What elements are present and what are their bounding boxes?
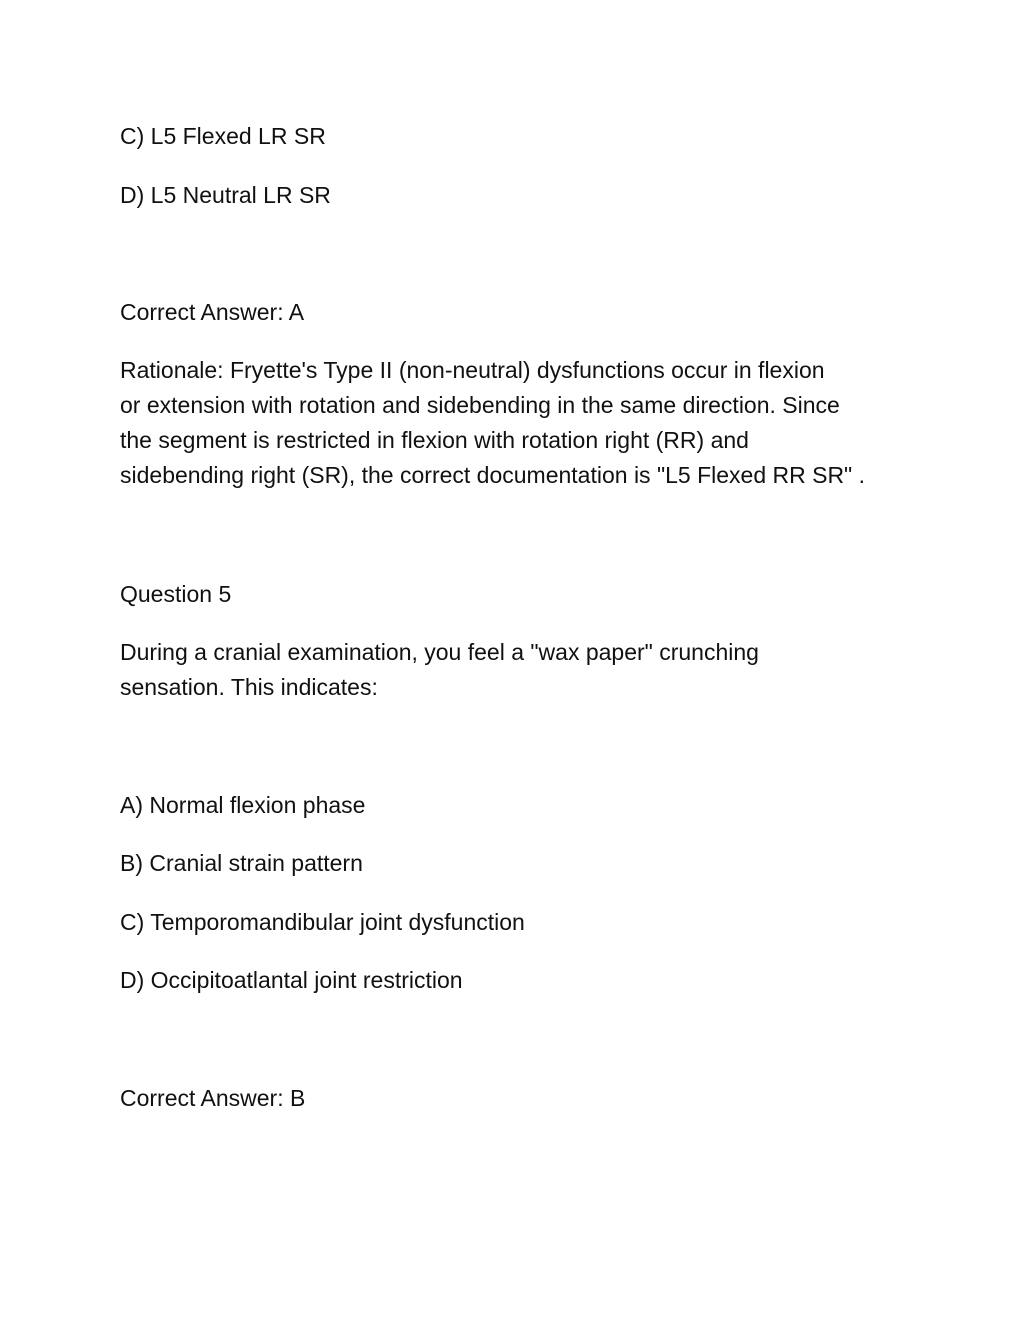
question-prompt-line: sensation. This indicates: [120,674,378,700]
rationale-line: Rationale: Fryette's Type II (non-neutral) dysfunctions occur in flexion [120,357,825,383]
option-c: C) Temporomandibular joint dysfunction [120,909,525,935]
correct-answer: Correct Answer: B [120,1085,306,1111]
rationale-paragraph [120,353,910,493]
option-b: B) Cranial strain pattern [120,850,363,876]
option-d-prev: D) L5 Neutral LR SR [120,182,331,208]
rationale-line: or extension with rotation and sidebending in the same direction. Since [120,392,840,418]
rationale-line: the segment is restricted in flexion with rotation right (RR) and [120,427,749,453]
rationale-line: sidebending right (SR), the correct documentation is "L5 Flexed RR SR" . [120,462,866,488]
question-prompt [120,635,910,705]
question-heading: Question 5 [120,581,232,607]
correct-answer-prev: Correct Answer: A [120,299,305,325]
question-prompt-line: During a cranial examination, you feel a "wax paper" crunching [120,639,759,665]
option-a: A) Normal flexion phase [120,792,366,818]
option-c-prev: C) L5 Flexed LR SR [120,123,326,149]
option-d: D) Occipitoatlantal joint restriction [120,967,463,993]
